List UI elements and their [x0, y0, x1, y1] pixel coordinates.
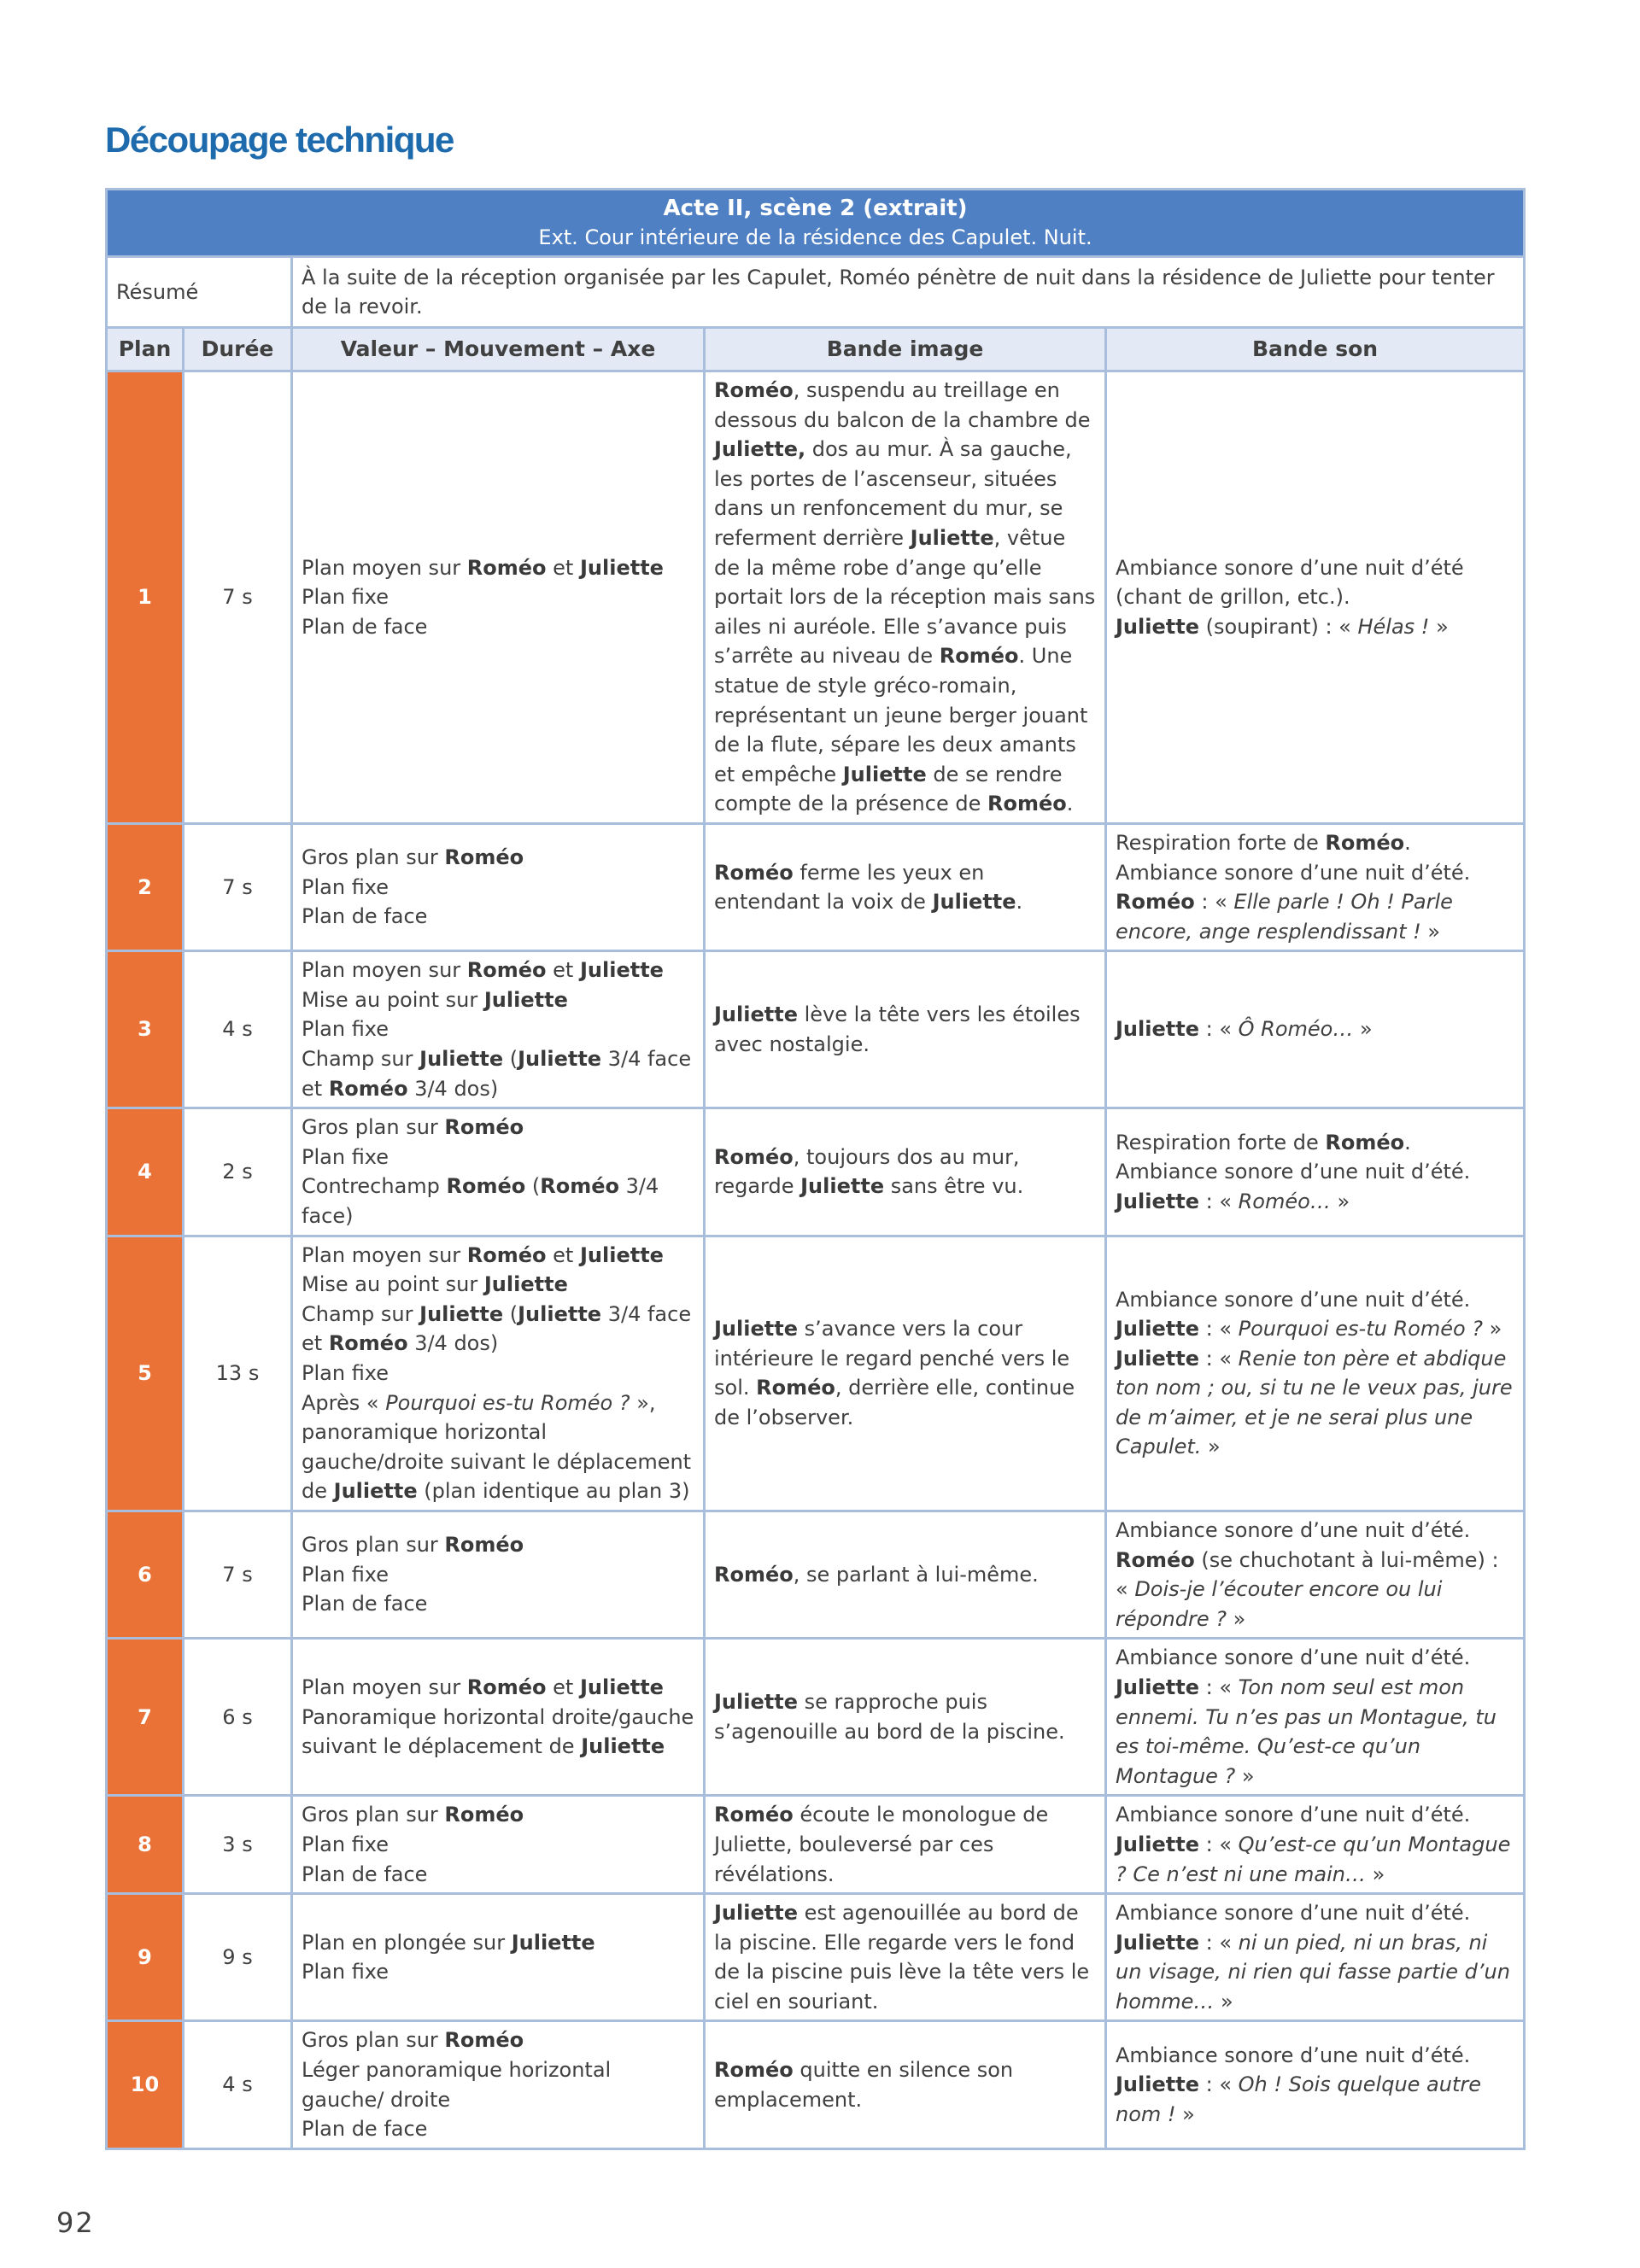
plan-bande-son	[1106, 1894, 1525, 2021]
valeur-line: Plan fixe	[302, 1562, 390, 1587]
plan-number: 5	[107, 1236, 184, 1511]
plan-valeur-mouvement-axe	[292, 1108, 705, 1236]
valeur-line: Plan moyen sur Roméo et Juliette	[302, 1675, 664, 1699]
plan-duree: 3 s	[184, 1796, 292, 1894]
son-line: Ambiance sonore d’une nuit d’été.	[1116, 1160, 1471, 1184]
plan-row	[107, 823, 1525, 950]
plan-row	[107, 371, 1525, 824]
son-line: Juliette : « Ô Roméo… »	[1116, 1017, 1373, 1042]
son-line: Respiration forte de Roméo.	[1116, 1130, 1411, 1154]
summary-text: À la suite de la réception organisée par les Capulet, Roméo pénètre de nuit dans la résidence de Juliette pour tenter de la revoir.	[292, 257, 1525, 328]
plan-duree: 7 s	[184, 1511, 292, 1638]
plan-duree: 7 s	[184, 823, 292, 950]
plan-valeur-mouvement-axe	[292, 1511, 705, 1638]
plan-bande-image: Juliette est agenouillée au bord de la piscine. Elle regarde vers le fond de la piscine puis lève la tête vers le ciel en souriant.	[705, 1894, 1106, 2021]
plan-valeur-mouvement-axe	[292, 2021, 705, 2148]
son-line: Ambiance sonore d’une nuit d’été.	[1116, 2043, 1471, 2067]
son-line: Ambiance sonore d’une nuit d’été (chant de grillon, etc.).	[1116, 555, 1464, 610]
son-line: Ambiance sonore d’une nuit d’été.	[1116, 1803, 1471, 1827]
plan-duree: 4 s	[184, 951, 292, 1108]
valeur-line: Plan fixe	[302, 1832, 390, 1856]
son-line: Juliette : « ni un pied, ni un bras, ni un visage, ni rien qui fasse partie d’un homme… »	[1116, 1930, 1510, 2014]
column-header-image: Bande image	[705, 328, 1106, 371]
plan-number: 2	[107, 823, 184, 950]
plan-duree: 2 s	[184, 1108, 292, 1236]
plan-valeur-mouvement-axe	[292, 1236, 705, 1511]
plan-bande-image: Roméo quitte en silence son emplacement.	[705, 2021, 1106, 2148]
valeur-line: Champ sur Juliette (Juliette 3/4 face et Roméo 3/4 dos)	[302, 1047, 692, 1101]
scene-setting: Ext. Cour intérieure de la résidence des Capulet. Nuit.	[538, 225, 1092, 249]
valeur-line: Léger panoramique horizontal gauche/ droite	[302, 2058, 612, 2112]
valeur-line: Plan de face	[302, 1862, 428, 1886]
valeur-line: Plan moyen sur Roméo et Juliette	[302, 555, 664, 580]
son-line: Juliette : « Pourquoi es-tu Roméo ? »	[1116, 1317, 1502, 1342]
plan-duree: 6 s	[184, 1639, 292, 1796]
column-header-row	[107, 328, 1525, 371]
plan-bande-son	[1106, 371, 1525, 824]
summary-label: Résumé	[107, 257, 292, 328]
son-line: Respiration forte de Roméo.	[1116, 830, 1411, 855]
plan-bande-son	[1106, 951, 1525, 1108]
valeur-line: Plan fixe	[302, 1361, 390, 1385]
valeur-line: Plan de face	[302, 614, 428, 639]
son-line: Roméo (se chuchotant à lui-même) : « Dois-je l’écouter encore ou lui répondre ? »	[1116, 1547, 1499, 1631]
plan-duree: 4 s	[184, 2021, 292, 2148]
plan-valeur-mouvement-axe	[292, 951, 705, 1108]
plan-number: 10	[107, 2021, 184, 2148]
plan-bande-image: Roméo, toujours dos au mur, regarde Juliette sans être vu.	[705, 1108, 1106, 1236]
valeur-line: Champ sur Juliette (Juliette 3/4 face et Roméo 3/4 dos)	[302, 1301, 692, 1356]
page-title: Découpage technique	[105, 120, 454, 160]
plan-duree: 7 s	[184, 371, 292, 824]
son-line: Ambiance sonore d’une nuit d’été.	[1116, 1901, 1471, 1926]
plan-bande-son	[1106, 1796, 1525, 1894]
valeur-line: Après « Pourquoi es-tu Roméo ? », panoramique horizontal gauche/droite suivant le déplacement de Juliette (plan identique au plan 3)	[302, 1390, 692, 1504]
plan-duree: 13 s	[184, 1236, 292, 1511]
column-header-plan: Plan	[107, 328, 184, 371]
valeur-line: Plan fixe	[302, 1144, 390, 1169]
valeur-line: Plan en plongée sur Juliette	[302, 1930, 595, 1955]
plan-bande-son	[1106, 823, 1525, 950]
son-line: Juliette : « Ton nom seul est mon ennemi. Tu n’es pas un Montague, tu es toi-même. Qu’est-ce qu’un Montague ? »	[1116, 1675, 1497, 1788]
plan-row	[107, 1511, 1525, 1638]
plan-number: 3	[107, 951, 184, 1108]
valeur-line: Plan fixe	[302, 585, 390, 610]
plan-number: 8	[107, 1796, 184, 1894]
valeur-line: Contrechamp Roméo (Roméo 3/4 face)	[302, 1174, 659, 1229]
plan-number: 4	[107, 1108, 184, 1236]
son-line: Ambiance sonore d’une nuit d’été.	[1116, 860, 1471, 885]
valeur-line: Gros plan sur Roméo	[302, 1115, 524, 1140]
valeur-line: Plan fixe	[302, 1017, 390, 1042]
column-header-son: Bande son	[1106, 328, 1525, 371]
valeur-line: Plan de face	[302, 1592, 428, 1616]
plan-bande-image: Juliette se rapproche puis s’agenouille au bord de la piscine.	[705, 1639, 1106, 1796]
plan-valeur-mouvement-axe	[292, 823, 705, 950]
plan-bande-son	[1106, 1511, 1525, 1638]
plan-bande-son	[1106, 1236, 1525, 1511]
valeur-line: Gros plan sur Roméo	[302, 1533, 524, 1558]
son-line: Juliette : « Renie ton père et abdique ton nom ; ou, si tu ne le veux pas, jure de m’aimer, et je ne serai plus une Capulet. »	[1116, 1346, 1513, 1459]
valeur-line: Mise au point sur Juliette	[302, 987, 568, 1012]
son-line: Juliette : « Oh ! Sois quelque autre nom ! »	[1116, 2072, 1482, 2126]
plan-bande-son	[1106, 2021, 1525, 2148]
plan-bande-son	[1106, 1639, 1525, 1796]
valeur-line: Gros plan sur Roméo	[302, 845, 524, 870]
plan-bande-image: Juliette s’avance vers la cour intérieure le regard penché vers le sol. Roméo, derrière elle, continue de l’observer.	[705, 1236, 1106, 1511]
son-line: Roméo : « Elle parle ! Oh ! Parle encore, ange resplendissant ! »	[1116, 890, 1453, 944]
son-line: Ambiance sonore d’une nuit d’été.	[1116, 1287, 1471, 1312]
plan-row	[107, 1639, 1525, 1796]
plan-row	[107, 951, 1525, 1108]
plan-number: 6	[107, 1511, 184, 1638]
column-header-valeur: Valeur – Mouvement – Axe	[292, 328, 705, 371]
valeur-line: Gros plan sur Roméo	[302, 2028, 524, 2053]
plan-bande-image: Roméo, suspendu au treillage en dessous du balcon de la chambre de Juliette, dos au mur. À sa gauche, les portes de l’ascenseur, situées dans un renfoncement du mur, se referment derrière Juliette, vêtue de la même robe d’ange qu’elle portait lors de la réception mais sans ailes ni auréole. Elle s’avance puis s’arrête au niveau de Roméo. Une statue de style gréco-romain, représentant un jeune berger jouant de la flute, sépare les deux amants et empêche Juliette de se rendre compte de la présence de Roméo.	[705, 371, 1106, 824]
plan-valeur-mouvement-axe	[292, 1796, 705, 1894]
son-line: Ambiance sonore d’une nuit d’été.	[1116, 1517, 1471, 1542]
plan-row	[107, 1796, 1525, 1894]
plan-bande-image: Roméo écoute le monologue de Juliette, bouleversé par ces révélations.	[705, 1796, 1106, 1894]
valeur-line: Plan fixe	[302, 874, 390, 899]
plan-bande-image: Roméo ferme les yeux en entendant la voix de Juliette.	[705, 823, 1106, 950]
plan-number: 9	[107, 1894, 184, 2021]
summary-row	[107, 257, 1525, 328]
son-line: Ambiance sonore d’une nuit d’été.	[1116, 1645, 1471, 1670]
plan-row	[107, 2021, 1525, 2148]
valeur-line: Plan moyen sur Roméo et Juliette	[302, 1242, 664, 1267]
plan-row	[107, 1108, 1525, 1236]
decoupage-table	[105, 188, 1526, 2150]
plan-row	[107, 1894, 1525, 2021]
valeur-line: Gros plan sur Roméo	[302, 1803, 524, 1827]
valeur-line: Plan de face	[302, 904, 428, 929]
son-line: Juliette : « Roméo… »	[1116, 1189, 1350, 1213]
scene-title: Acte II, scène 2 (extrait)	[663, 196, 968, 221]
son-line: Juliette : « Qu’est-ce qu’un Montague ? Ce n’est ni une main… »	[1116, 1832, 1511, 1886]
column-header-duree: Durée	[184, 328, 292, 371]
plan-number: 7	[107, 1639, 184, 1796]
plan-bande-image: Juliette lève la tête vers les étoiles avec nostalgie.	[705, 951, 1106, 1108]
valeur-line: Plan de face	[302, 2117, 428, 2142]
son-line: Juliette (soupirant) : « Hélas ! »	[1116, 614, 1449, 639]
valeur-line: Plan fixe	[302, 1960, 390, 1984]
valeur-line: Mise au point sur Juliette	[302, 1272, 568, 1297]
valeur-line: Plan moyen sur Roméo et Juliette	[302, 958, 664, 983]
plan-valeur-mouvement-axe	[292, 371, 705, 824]
plan-valeur-mouvement-axe	[292, 1639, 705, 1796]
plan-valeur-mouvement-axe	[292, 1894, 705, 2021]
plan-bande-son	[1106, 1108, 1525, 1236]
plan-duree: 9 s	[184, 1894, 292, 2021]
plan-row	[107, 1236, 1525, 1511]
valeur-line: Panoramique horizontal droite/gauche suivant le déplacement de Juliette	[302, 1704, 694, 1759]
scene-header	[107, 190, 1525, 257]
plan-number: 1	[107, 371, 184, 824]
plan-bande-image: Roméo, se parlant à lui-même.	[705, 1511, 1106, 1638]
page-number: 92	[56, 2207, 95, 2239]
